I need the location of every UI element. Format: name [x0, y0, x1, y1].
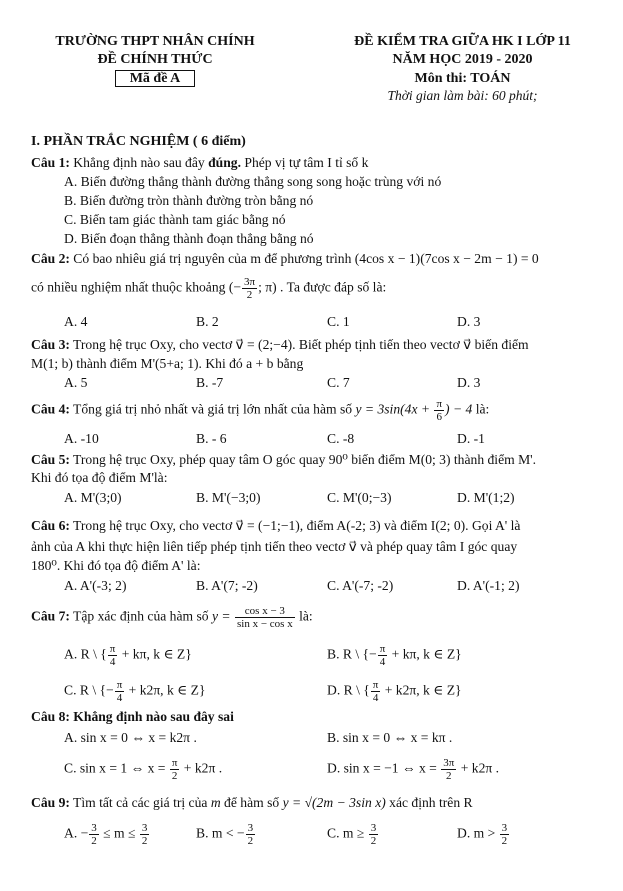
q7-option-c: [64, 679, 205, 704]
q4-tail: là:: [472, 401, 490, 417]
q7-d-den: 4: [372, 692, 379, 704]
q4-frac-num: π: [436, 398, 443, 410]
q8-c-num: π: [171, 757, 178, 769]
q2-line2b: ; π) . Ta được đáp số là:: [258, 279, 387, 295]
q9-a-num2: 3: [141, 822, 148, 834]
q7-option-b: [327, 643, 462, 668]
q7-d-num: π: [372, 679, 379, 691]
q2-option-a: A. 4: [64, 314, 88, 329]
exam-code: Mã đề A: [115, 70, 196, 87]
q3-option-a: A. 5: [64, 375, 88, 390]
q5-option-d: D. M'(1;2): [457, 490, 515, 505]
q7-y: y =: [211, 608, 234, 624]
q1-text-c: Phép vị tự tâm I tỉ số k: [240, 155, 369, 170]
q7-a-post: + kπ, k ∈ Z}: [118, 646, 192, 662]
q9-c-frac: [369, 822, 379, 847]
q8-option-b: B. sin x = 0 ⇔ x = kπ .: [327, 730, 453, 745]
q9-a-pre: A. −: [64, 825, 89, 841]
q9-d-den: 2: [501, 835, 508, 847]
q8-d-pre: D. sin x = −1 ⇔ x =: [327, 760, 441, 776]
q7-frac-num: cos x − 3: [235, 605, 295, 618]
q1-option-c: C. Biến tam giác thành tam giác bằng nó: [64, 212, 286, 227]
q8-d-frac: [441, 757, 456, 782]
school-name: TRƯỜNG THPT NHÂN CHÍNH: [55, 34, 255, 49]
q8-text: Khẳng định nào sau đây sai: [69, 709, 234, 724]
q7-c-pre: C. R \ {−: [64, 682, 114, 698]
q3-line2: M(1; b) thành điểm M'(5+a; 1). Khi đó a + b bằng: [31, 356, 304, 371]
q7-tail: là:: [295, 608, 313, 624]
official-label: ĐỀ CHÍNH THỨC: [97, 52, 213, 67]
q7-a-num: π: [109, 643, 116, 655]
q7-d-post: + k2π, k ∈ Z}: [381, 682, 462, 698]
q7-a-den: 4: [109, 656, 116, 668]
q6-option-c: C. A'(-7; -2): [327, 578, 394, 593]
q7-c-frac: [115, 679, 125, 704]
q1-text-b: đúng.: [208, 155, 241, 170]
q8-option-a: A. sin x = 0 ⇔ x = k2π .: [64, 730, 197, 745]
q6-option-b: B. A'(7; -2): [196, 578, 258, 593]
q7-b-den: 4: [379, 656, 386, 668]
q9-c-pre: C. m ≥: [327, 825, 368, 841]
q5-line1: Trong hệ trục Oxy, phép quay tâm O góc quay 90⁰ biến điểm M(0; 3) thành điểm M'.: [69, 452, 537, 467]
question-2: [31, 250, 539, 267]
q9-a-den2: 2: [141, 835, 148, 847]
q6-line3: 180⁰. Khi đó tọa độ điểm A' là:: [31, 558, 201, 573]
q7-c-num: π: [116, 679, 123, 691]
q9-a-frac1: [89, 822, 99, 847]
q4-fraction: [434, 398, 444, 423]
q8-option-c: [64, 757, 222, 782]
q7-b-pre: B. R \ {−: [327, 646, 377, 662]
q9-label: Câu 9:: [31, 795, 70, 810]
q8-label: Câu 8:: [31, 709, 70, 724]
q9-tail: xác định trên R: [385, 795, 473, 810]
q8-c-den: 2: [171, 770, 178, 782]
q6-label: Câu 6:: [31, 518, 70, 533]
question-7: [31, 605, 313, 630]
q7-frac-den: sin x − cos x: [237, 618, 293, 630]
q4-text: Tổng giá trị nhỏ nhất và giá trị lớn nhất của hàm số: [69, 401, 356, 417]
q1-option-a: A. Biến đường thẳng thành đường thẳng song song hoặc trùng với nó: [64, 174, 442, 189]
q4-option-a: A. -10: [64, 431, 99, 446]
q9-a-den1: 2: [91, 835, 97, 847]
q3-line1: Trong hệ trục Oxy, cho vectơ v⃗ = (2;−4). Biết phép tịnh tiến theo vectơ v⃗ biến điểm: [69, 337, 529, 352]
q6-option-d: D. A'(-1; 2): [457, 578, 520, 593]
q9-text-b: để hàm số: [220, 795, 283, 810]
q3-option-c: C. 7: [327, 375, 350, 390]
q4-option-d: D. -1: [457, 431, 485, 446]
q8-c-post: + k2π .: [180, 760, 223, 776]
q8-c-frac: [170, 757, 180, 782]
q1-text-a: Khẳng định nào sau đây: [69, 155, 209, 170]
q4-option-c: C. -8: [327, 431, 355, 446]
q9-equation: y = √(2m − 3sin x): [282, 795, 386, 810]
q2-text: Có bao nhiêu giá trị nguyên của m để phương trình: [69, 251, 355, 266]
q2-frac-num: 3π: [244, 276, 256, 288]
q9-d-frac: [500, 822, 510, 847]
question-1: [31, 154, 368, 171]
q2-option-d: D. 3: [457, 314, 481, 329]
question-9: [31, 794, 473, 811]
q7-a-pre: A. R \ {: [64, 646, 107, 662]
q6-line1: Trong hệ trục Oxy, cho vectơ v⃗ = (−1;−1), điểm A(-2; 3) và điểm I(2; 0). Gọi A' là: [69, 518, 521, 533]
q9-b-frac: [246, 822, 256, 847]
q2-fraction: [242, 276, 257, 301]
q4-option-b: B. - 6: [196, 431, 227, 446]
q6-line2: ảnh của A khi thực hiện liên tiếp phép tịnh tiến theo vectơ v⃗ và phép quay tâm I góc quay: [31, 539, 518, 554]
q2-option-c: C. 1: [327, 314, 350, 329]
q7-text: Tập xác định của hàm số: [69, 608, 212, 624]
q7-b-num: π: [379, 643, 386, 655]
q2-equation: (4cos x − 1)(7cos x − 2m − 1) = 0: [354, 251, 539, 266]
question-6: [31, 517, 520, 534]
q8-c-pre: C. sin x = 1 ⇔ x =: [64, 760, 169, 776]
q1-option-b: B. Biến đường tròn thành đường tròn bằng nó: [64, 193, 314, 208]
q3-option-d: D. 3: [457, 375, 481, 390]
q5-option-b: B. M'(−3;0): [196, 490, 261, 505]
q7-d-frac: [371, 679, 381, 704]
q8-d-den: 2: [446, 770, 452, 782]
q5-line2: Khi đó tọa độ điểm M'là:: [31, 470, 168, 485]
question-8: [31, 708, 234, 725]
q9-d-pre: D. m >: [457, 825, 499, 841]
q8-d-num: 3π: [443, 757, 455, 769]
q7-d-pre: D. R \ {: [327, 682, 370, 698]
q7-a-frac: [108, 643, 118, 668]
q9-d-num: 3: [501, 822, 508, 834]
q9-b-pre: B. m < −: [196, 825, 245, 841]
question-2-line2: [31, 276, 386, 301]
q7-option-a: [64, 643, 192, 668]
q5-option-c: C. M'(0;−3): [327, 490, 392, 505]
q9-option-a: [64, 822, 150, 847]
q9-text-a: Tìm tất cả các giá trị của: [69, 795, 211, 810]
q9-option-d: [457, 822, 510, 847]
q6-option-a: A. A'(-3; 2): [64, 578, 127, 593]
q5-label: Câu 5:: [31, 452, 70, 467]
section-title: I. PHẦN TRẮC NGHIỆM ( 6 điểm): [31, 134, 246, 149]
question-4: [31, 398, 489, 423]
q7-option-d: [327, 679, 462, 704]
question-3: [31, 336, 529, 353]
q9-a-num1: 3: [91, 822, 97, 834]
q9-a-mid: ≤ m ≤: [99, 825, 139, 841]
q9-option-b: [196, 822, 256, 847]
q9-c-den: 2: [370, 835, 377, 847]
q1-option-d: D. Biến đoạn thẳng thành đoạn thẳng bằng nó: [64, 231, 314, 246]
q3-option-b: B. -7: [196, 375, 224, 390]
q8-d-post: + k2π .: [457, 760, 500, 776]
q7-c-den: 4: [116, 692, 123, 704]
q4-eq-b: ) − 4: [445, 401, 473, 417]
q4-frac-den: 6: [436, 411, 442, 423]
q8-option-d: [327, 757, 499, 782]
q9-c-num: 3: [370, 822, 377, 834]
q7-label: Câu 7:: [31, 608, 70, 624]
q7-c-post: + k2π, k ∈ Z}: [125, 682, 206, 698]
q4-eq-a: y = 3sin(4x +: [355, 401, 434, 417]
q1-label: Câu 1:: [31, 155, 70, 170]
subject: Môn thi: TOÁN: [414, 71, 511, 86]
q9-b-den: 2: [247, 835, 254, 847]
q7-b-frac: [378, 643, 388, 668]
q2-frac-den: 2: [246, 289, 253, 301]
q7-fraction: [235, 605, 295, 630]
q2-line2a: có nhiều nghiệm nhất thuộc khoảng (−: [31, 279, 242, 295]
q9-option-c: [327, 822, 379, 847]
q4-label: Câu 4:: [31, 401, 70, 417]
exam-code-wrap: [40, 70, 270, 87]
q7-b-post: + kπ, k ∈ Z}: [388, 646, 462, 662]
q9-m: m: [210, 795, 221, 810]
q9-b-num: 3: [247, 822, 254, 834]
q2-label: Câu 2:: [31, 251, 70, 266]
q2-option-b: B. 2: [196, 314, 219, 329]
school-year: NĂM HỌC 2019 - 2020: [392, 52, 533, 67]
time-limit: Thời gian làm bài: 60 phút;: [387, 88, 538, 103]
question-5: [31, 451, 536, 468]
q9-a-frac2: [140, 822, 150, 847]
q5-option-a: A. M'(3;0): [64, 490, 122, 505]
q3-label: Câu 3:: [31, 337, 70, 352]
exam-title: ĐỀ KIỂM TRA GIỮA HK I LỚP 11: [354, 34, 571, 49]
